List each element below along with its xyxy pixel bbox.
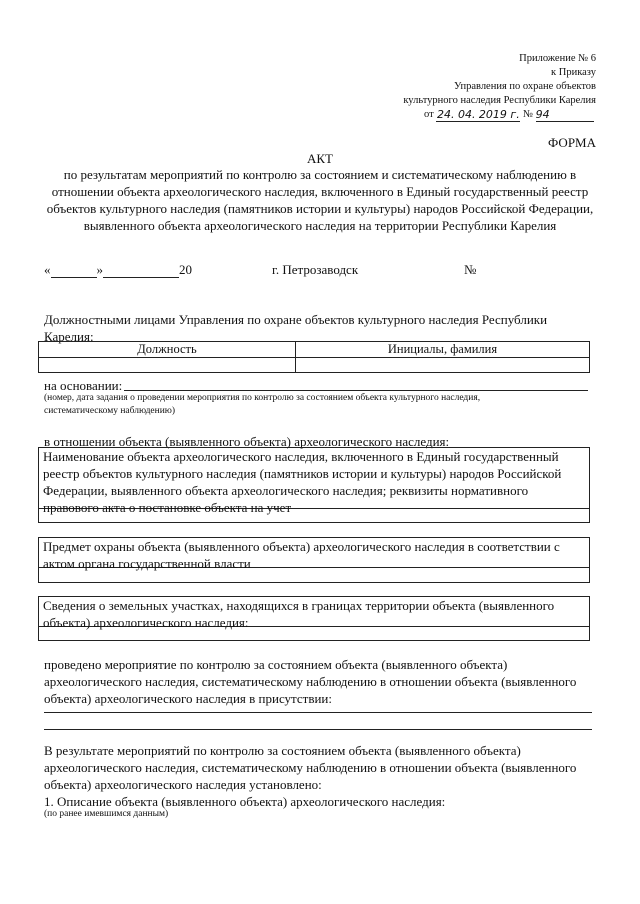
- result-item-1: 1. Описание объекта (выявленного объекта) археологического наследия:: [44, 794, 446, 809]
- position-cell[interactable]: [39, 358, 296, 373]
- result-line-3: объекта) археологического наследия установлено:: [44, 777, 322, 792]
- officials-table: [38, 341, 590, 373]
- officials-table-header: [39, 342, 589, 358]
- col-position-header: Должность: [39, 342, 296, 357]
- subtitle-line-1: по результатам мероприятий по контролю за состоянием и систематическому наблюдению в: [63, 167, 577, 182]
- conducted-line-3: объекта) археологического наследия в присутствии:: [44, 691, 332, 706]
- act-number-sign: №: [464, 262, 477, 277]
- name-cell[interactable]: [296, 358, 589, 373]
- appendix-date-line: [424, 108, 600, 122]
- land-line-2: объекта) археологического наследия:: [43, 615, 249, 630]
- officials-line-2: Карелия:: [44, 329, 94, 344]
- appendix-line-2: к Приказу: [551, 67, 596, 78]
- appendix-line-1: Приложение № 6: [519, 53, 596, 64]
- officials-intro: [44, 311, 604, 345]
- conducted-line-1: проведено мероприятие по контролю за состоянием объекта (выявленного объекта): [44, 657, 508, 672]
- quote-open: «: [44, 262, 51, 277]
- presence-line-2[interactable]: [44, 729, 592, 730]
- object-line-3: Федерации, выявленного объекта археологического наследия; реквизиты нормативного: [43, 483, 529, 498]
- protection-line-2: актом органа государственной власти: [43, 556, 251, 571]
- city: г. Петрозаводск: [272, 262, 359, 277]
- basis-label: на основании:: [44, 378, 123, 393]
- officials-table-row: [39, 358, 589, 373]
- object-label: в отношении объекта (выявленного объекта) археологического наследия:: [44, 434, 450, 449]
- day-blank: [51, 264, 97, 278]
- object-name-text: [39, 448, 589, 515]
- subtitle-line-2: отношении объекта археологического наследия, включенного в Единый государственный реестр: [51, 184, 589, 199]
- appendix-from: от: [424, 109, 434, 120]
- appendix-number-sign: №: [522, 109, 533, 120]
- land-text: [39, 597, 589, 630]
- object-line-1: Наименование объекта археологического наследия, включенного в Единый государственный: [43, 449, 559, 464]
- basis-note: [44, 392, 604, 417]
- appendix-line-3: Управления по охране объектов: [453, 81, 596, 92]
- protection-line-1: Предмет охраны объекта (выявленного объекта) археологического наследия в соответствии с: [43, 539, 560, 554]
- year-prefix: 20: [179, 262, 192, 277]
- subtitle-line-3: объектов культурного наследия (памятников истории и культуры) народов Российской Федерации,: [46, 201, 594, 216]
- quote-close: »: [96, 262, 103, 277]
- object-line-4: правового акта о постановке объекта на учет: [43, 500, 292, 515]
- protection-box: [38, 537, 590, 583]
- result-line-2: археологического наследия, систематическому наблюдению в отношении объекта (выявленного: [44, 760, 577, 775]
- object-line-2: реестр объектов культурного наследия (памятников истории и культуры) народов Российской: [43, 466, 562, 481]
- col-name-header: Инициалы, фамилия: [387, 342, 498, 356]
- conducted-line-2: археологического наследия, систематическому наблюдению в отношении объекта (выявленного: [44, 674, 577, 689]
- act-subtitle: [20, 166, 620, 234]
- object-name-box: [38, 447, 590, 523]
- act-title: АКТ: [307, 151, 333, 166]
- basis-note-line-1: (номер, дата задания о проведении мероприятия по контролю за состоянием объекта культурного наследия,: [44, 393, 481, 403]
- result-item-1-note: (по ранее имевшимся данным): [44, 809, 169, 819]
- month-blank: [103, 264, 179, 278]
- land-line-1: Сведения о земельных участках, находящихся в границах территории объекта (выявленного: [43, 598, 555, 613]
- appendix-block: [336, 52, 596, 108]
- appendix-date-handwritten: 24. 04. 2019 г.: [436, 108, 520, 121]
- officials-line-1: Должностными лицами Управления по охране объектов культурного наследия Республики: [44, 312, 548, 327]
- protection-text: [39, 538, 589, 571]
- form-label: ФОРМА: [548, 135, 596, 150]
- basis-note-line-2: систематическому наблюдению): [44, 405, 176, 416]
- presence-line-1[interactable]: [44, 712, 592, 713]
- appendix-number-handwritten: 94: [536, 108, 594, 122]
- subtitle-line-4: выявленного объекта археологического наследия на территории Республики Карелия: [83, 218, 557, 233]
- conducted-paragraph: [44, 656, 604, 707]
- appendix-line-4: культурного наследия Республики Карелия: [403, 95, 596, 106]
- result-line-1: В результате мероприятий по контролю за состоянием объекта (выявленного объекта): [44, 743, 521, 758]
- date-line: [44, 261, 192, 278]
- land-box: [38, 596, 590, 641]
- basis-fill-line[interactable]: [124, 390, 588, 391]
- result-paragraph: [44, 742, 604, 810]
